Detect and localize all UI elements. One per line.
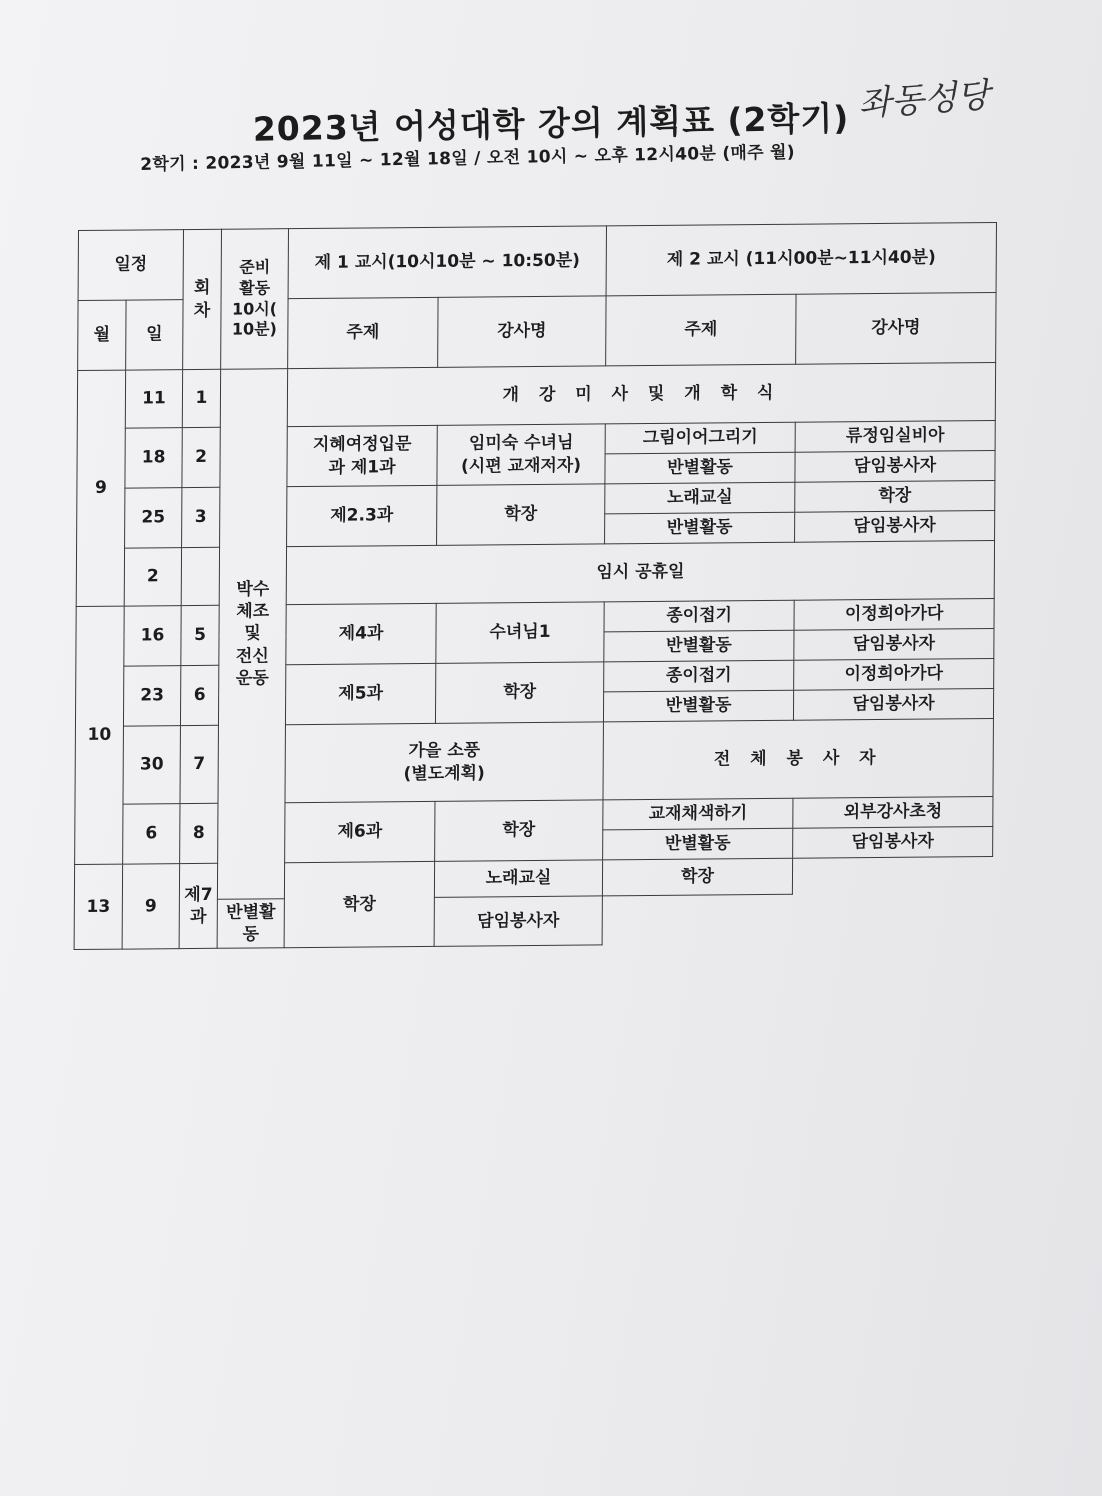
session-cell: 2 bbox=[182, 427, 220, 487]
month-cell: 10 bbox=[75, 606, 125, 864]
p2-instructor-cell: 류정임실비아 bbox=[795, 420, 995, 452]
day-cell: 16 bbox=[124, 606, 181, 667]
document-title: 2023년 어성대학 강의 계획표 (2학기) bbox=[252, 98, 850, 149]
session-cell: 9 bbox=[122, 864, 180, 950]
p2-topic-cell: 노래교실 bbox=[434, 860, 602, 897]
p1-instructor-cell: 학장 bbox=[284, 861, 435, 948]
p2-instructor-cell: 담임봉사자 bbox=[794, 629, 994, 661]
session-cell: 7 bbox=[180, 725, 218, 803]
day-cell: 2 bbox=[124, 548, 181, 607]
header-period-1: 제 1 교시(10시10분 ~ 10:50분) bbox=[288, 226, 606, 299]
p2-topic-cell: 반별활동 bbox=[217, 899, 284, 949]
p1-instructor-cell: 수녀님1 bbox=[436, 602, 604, 663]
header-prep-activity: 준비 활동 10시( 10분) bbox=[221, 229, 289, 370]
all-volunteers-cell: 전 체 봉 사 자 bbox=[603, 719, 993, 800]
p2-topic-cell: 종이접기 bbox=[604, 660, 794, 692]
header-period-2: 제 2 교시 (11시00분~11시40분) bbox=[606, 222, 996, 295]
p2-topic-cell: 반별활동 bbox=[603, 828, 793, 860]
session-cell bbox=[181, 547, 219, 605]
day-cell: 23 bbox=[123, 666, 180, 727]
p2-topic-cell: 반별활동 bbox=[603, 690, 793, 722]
p1-topic-cell: 제4과 bbox=[286, 603, 436, 664]
p2-instructor-cell: 학장 bbox=[795, 481, 995, 513]
session-cell: 3 bbox=[182, 487, 220, 547]
p1-topic-cell: 제2.3과 bbox=[287, 485, 437, 546]
full-row-event: 임시 공휴일 bbox=[286, 541, 994, 605]
session-cell: 1 bbox=[182, 369, 220, 427]
header-p2-instructor: 강사명 bbox=[796, 292, 996, 364]
session-cell: 5 bbox=[181, 605, 219, 665]
p2-topic-cell: 그림이어그리기 bbox=[605, 422, 795, 454]
schedule-table bbox=[74, 222, 997, 950]
p2-instructor-cell: 외부강사초청 bbox=[793, 797, 993, 829]
p1-topic-cell: 제7과 bbox=[179, 863, 218, 949]
schedule-table-wrapper bbox=[74, 222, 996, 950]
day-cell: 18 bbox=[125, 428, 182, 489]
p2-topic-cell: 종이접기 bbox=[604, 600, 794, 632]
day-cell: 30 bbox=[123, 726, 180, 805]
header-day: 일 bbox=[126, 300, 183, 371]
outing-cell: 가을 소풍 (별도계획) bbox=[285, 722, 603, 803]
p2-instructor-cell: 담임봉사자 bbox=[795, 450, 995, 482]
session-cell: 6 bbox=[180, 665, 218, 725]
handwritten-note: 좌동성당 bbox=[857, 75, 991, 125]
p1-topic-cell: 제6과 bbox=[285, 801, 435, 862]
header-p1-topic: 주제 bbox=[288, 297, 438, 368]
p2-topic-cell: 반별활동 bbox=[605, 512, 795, 544]
p2-instructor-cell: 담임봉사자 bbox=[793, 689, 993, 721]
header-month: 월 bbox=[78, 300, 126, 370]
header-p2-topic: 주제 bbox=[606, 294, 796, 366]
prep-activity-cell: 박수 체조 및 전신 운동 bbox=[217, 369, 287, 900]
day-cell: 11 bbox=[125, 370, 182, 429]
p2-instructor-cell: 담임봉사자 bbox=[795, 511, 995, 543]
p2-instructor-cell: 이정희아가다 bbox=[794, 599, 994, 631]
p1-instructor-cell: 학장 bbox=[435, 800, 603, 861]
p2-instructor-cell: 담임봉사자 bbox=[434, 896, 602, 947]
day-cell: 6 bbox=[123, 804, 180, 865]
day-cell: 13 bbox=[74, 864, 123, 950]
p2-topic-cell: 반별활동 bbox=[604, 630, 794, 662]
p2-topic-cell: 노래교실 bbox=[605, 482, 795, 514]
p2-topic-cell: 반별활동 bbox=[605, 452, 795, 484]
p1-instructor-cell: 학장 bbox=[437, 484, 605, 545]
month-cell: 9 bbox=[76, 370, 125, 606]
p1-topic-cell: 제5과 bbox=[285, 663, 435, 724]
header-session: 회 차 bbox=[183, 229, 222, 369]
p1-instructor-cell: 학장 bbox=[435, 662, 603, 723]
p2-instructor-cell: 학장 bbox=[602, 858, 792, 896]
session-cell: 8 bbox=[180, 803, 218, 863]
full-row-event: 개 강 미 사 및 개 학 식 bbox=[287, 362, 995, 426]
p2-instructor-cell: 이정희아가다 bbox=[794, 659, 994, 691]
p2-instructor-cell: 담임봉사자 bbox=[793, 827, 993, 859]
header-schedule: 일정 bbox=[78, 230, 183, 301]
semester-info: 2학기 : 2023년 9월 11일 ~ 12월 18일 / 오전 10시 ~ 오후 12시40분 (매주 월) bbox=[140, 142, 796, 175]
p2-topic-cell: 교재채색하기 bbox=[603, 798, 793, 830]
p1-topic-cell: 지혜여정입문 과 제1과 bbox=[287, 425, 437, 486]
p1-instructor-cell: 임미숙 수녀님 (시편 교재저자) bbox=[437, 424, 605, 485]
header-p1-instructor: 강사명 bbox=[438, 296, 606, 367]
day-cell: 25 bbox=[125, 488, 182, 549]
